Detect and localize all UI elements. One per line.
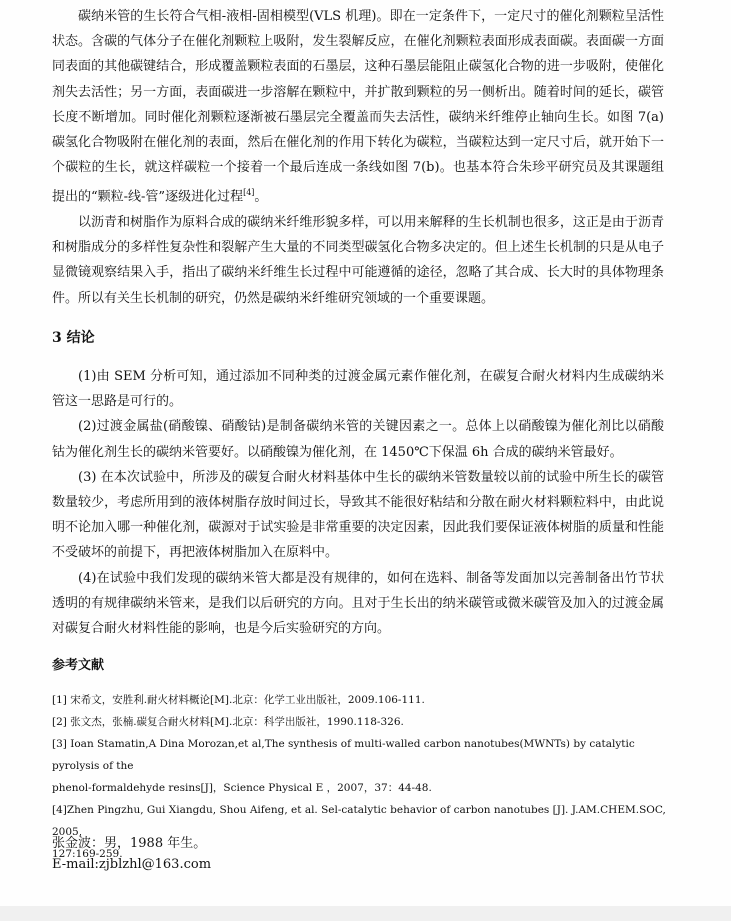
author-email: E-mail:zjblzhl@163.com bbox=[52, 857, 212, 872]
reference-item-2: [2] 张文杰，张楠.碳复合耐火材料[M].北京：科学出版社，1990.118-326. bbox=[52, 716, 404, 728]
reference-item-3: [3] Ioan Stamatin,A Dina Morozan,et al,The synthesis of multi-walled carbon nanotubes(MWNTs) by catalytic pyrolysis of the bbox=[52, 738, 635, 772]
conclusion-heading-wrap bbox=[52, 327, 664, 347]
conclusion-item-1: (1)由 SEM 分析可知，通过添加不同种类的过渡金属元素作催化剂，在碳复合耐火材料内生成碳纳米管这一思路是可行的。 bbox=[52, 369, 664, 410]
body-paragraph-1: 碳纳米管的生长符合气相-液相-固相模型(VLS 机理)。即在一定条件下，一定尺寸的催化剂颗粒呈活性状态。含碳的气体分子在催化剂颗粒上吸附，发生裂解反应，在催化剂颗粒表面形成表面碳。表面碳一方面同表面的其他碳键结合，形成覆盖颗粒表面的石墨层，这种石墨层能阻止碳氢化合物的进一步吸附，使催化剂失去活性；另一方面，表面碳进一步溶解在颗粒中，并扩散到颗粒的另一侧析出。随着时间的延长，碳管长度不断增加。同时催化剂颗粒逐渐被石墨层完全覆盖而失去活性，碳纳米纤维停止轴向生长。如图 7(a)碳氢化合物吸附在催化剂的表面，然后在催化剂的作用下转化为碳粒，当碳粒达到一定尺寸后，就开始下一个碳粒的生长，就这样碳粒一个接着一个最后连成一条线如图 7(b)。也基本符合朱珍平研究员及其课题组提出的“颗粒-线-管”逐级进化过程[4]。 bbox=[52, 9, 664, 205]
conclusion-item-3: (3) 在本次试验中，所涉及的碳复合耐火材料基体中生长的碳纳米管数量较以前的试验中所生长的碳管数量较少，考虑所用到的液体树脂存放时间过长，导致其不能很好粘结和分散在耐火材料颗粒料中，由此说明不论加入哪一种催化剂，碳源对于试实验是非常重要的决定因素，因此我们要保证液体树脂的质量和性能不受破坏的前提下，再把液体树脂加入在原料中。 bbox=[52, 469, 664, 561]
section-heading: 3 结论 bbox=[52, 330, 95, 346]
author-info bbox=[52, 833, 664, 875]
reference-item-4: [4]Zhen Pingzhu, Gui Xiangdu, Shou Aifeng, et al. Sel-catalytic behavior of carbon nanotubes [J]. J.AM.CHEM.SOC, 2005, bbox=[52, 804, 666, 838]
reference-item-4-cont: 127:169-259. bbox=[52, 848, 123, 860]
conclusion-section bbox=[52, 364, 664, 641]
references-heading-wrap bbox=[52, 654, 664, 673]
reference-item-1: [1] 宋希文，安胜利.耐火材料概论[M].北京：化学工业出版社，2009.106-111. bbox=[52, 694, 425, 706]
body-paragraph-2: 以沥青和树脂作为原料合成的碳纳米纤维形貌多样，可以用来解释的生长机制也很多，这正是由于沥青和树脂成分的多样性复杂性和裂解产生大量的不同类型碳氢化合物多决定的。但上述生长机制的只是从电子显微镜观察结果入手，指出了碳纳米纤维生长过程中可能遵循的途径，忽略了其合成、长大时的具体物理条件。所以有关生长机制的研究，仍然是碳纳米纤维研究领域的一个重要课题。 bbox=[52, 214, 664, 306]
references-heading: 参考文献 bbox=[52, 658, 105, 673]
author-name: 张金波：男，1988 年生。 bbox=[52, 836, 207, 851]
reference-item-3-cont: phenol-formaldehyde resins[J]，Science Physical E ，2007，37：44-48. bbox=[52, 782, 432, 794]
body-section bbox=[52, 4, 664, 311]
citation-marker: [4] bbox=[243, 188, 255, 198]
conclusion-item-2: (2)过渡金属盐(硝酸镍、硝酸钴)是制备碳纳米管的关键因素之一。总体上以硝酸镍为催化剂比以硝酸钴为催化剂生长的碳纳米管要好。以硝酸镍为催化剂，在 1450℃下保温 6h 合成的碳纳米管最好。 bbox=[52, 419, 664, 460]
conclusion-item-4: (4)在试验中我们发现的碳纳米管大都是没有规律的，如何在选料、制备等发面加以完善制备出竹节状透明的有规律碳纳米管来，是我们以后研究的方向。且对于生长出的纳米碳管或微米碳管及加入的过渡金属对碳复合耐火材料性能的影响，也是今后实验研究的方向。 bbox=[52, 570, 664, 637]
page-bottom-edge bbox=[0, 906, 731, 921]
